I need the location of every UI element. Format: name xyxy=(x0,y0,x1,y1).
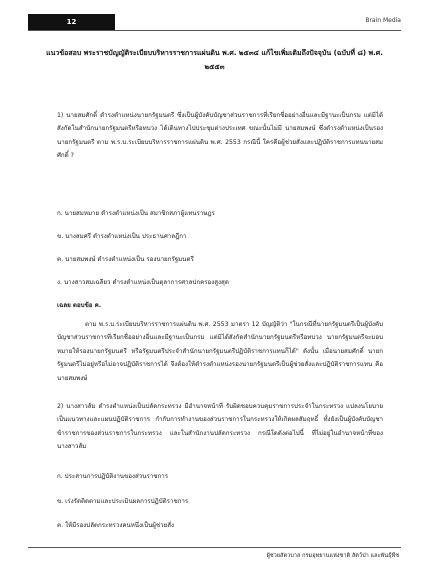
question-2-text: 2) นางสาวส้ม ดำรงตำแหน่งเป็นปลัดกระทรวง มีอำนาจหน้าที่ รับผิดชอบควบคุมราชการประจำในกระทรวง แปลงนโยบายเป็นแนวทางและแผนปฏิบัติราชการ กำกับการทำงานของส่วนราชการในกระทรวงให้เกิดผลสัมฤทธิ์ ทั้งยังเป็นผู้บังคับบัญชาข้าราชการของส่วนราชการในกระทรวง และในสำนักงานปลัดกระทรวง กรณีใดดังต่อไปนี้ ที่ไม่อยู่ในอำนาจหน้าที่ของนางสาวส้ม xyxy=(57,403,383,451)
page-number: 12 xyxy=(28,14,115,30)
page-header xyxy=(28,14,401,30)
question-1-answer: เฉลย ตอบข้อ ค. xyxy=(57,302,102,309)
question-1-option-d: ง. นางสาวสมเฉลียว ดำรงตำแหน่งเป็นตุลาการศาลปกครองสูงสุด xyxy=(57,279,229,286)
question-1-text: 1) นายสมศักดิ์ ดำรงตำแหน่งนายกรัฐมนตรี ซึ่งเป็นผู้บังคับบัญชาส่วนราชการที่เรียกชื่ออย่างอื่นและมีฐานะเป็นกรม แต่มิได้สังกัดในสำนักนายกรัฐมนตรีหรือทบวง ได้เดินทางไปประชุมต่างประเทศ ขณะนั้นไม่มี นายสมพงษ์ ซึ่งดำรงตำแหน่งเป็นรองนายกรัฐมนตรี ตาม พ.ร.บ.ระเบียบบริหารราชการแผ่นดิน พ.ศ. 2553 กรณีนี้ ใครคือผู้ช่วยสั่งและปฏิบัติราชการแทนนายสมศักดิ์ ? xyxy=(57,112,383,160)
question-2-option-c: ค. ให้มีรองปลัดกระทรวงคนหนึ่งเป็นผู้ช่วยสั่ง xyxy=(57,522,175,529)
question-1-option-c: ค. นายสมพงษ์ ดำรงตำแหน่งเป็น รองนายกรัฐมนตรี xyxy=(57,256,194,263)
question-2-option-a: ก. ประสานการปฏิบัติงานของส่วนราชการ xyxy=(57,473,169,480)
question-1-explanation: ตาม พ.ร.บ.ระเบียบบริหารราชการแผ่นดิน พ.ศ. 2553 มาตรา 12 บัญญัติว่า "ในกรณีที่นายกรัฐมนตรีเป็นผู้บังคับบัญชาส่วนราชการที่เรียกชื่ออย่างอื่นและมีฐานะเป็นกรม แต่มิได้สังกัดสำนักนายกรัฐมนตรีหรือทบวง นายกรัฐมนตรีจะมอบหมายให้รองนายกรัฐมนตรี หรือรัฐมนตรีประจำสำนักนายกรัฐมนตรีปฏิบัติราชการแทนก็ได้" ดังนั้น เมื่อนายสมศักดิ์ นายกรัฐมนตรีไม่อยู่หรือไม่อาจปฏิบัติราชการได้ จึงต้องให้ดำรงตำแหน่งรองนายกรัฐมนตรีเป็นผู้ช่วยสั่งและปฏิบัติราชการแทน คือนายสมพงษ์ xyxy=(57,321,383,382)
footer-divider xyxy=(28,547,401,548)
page-footer: ผู้ช่วยสัตวบาล กรมอุทยานแห่งชาติ สัตว์ป่า และพันธุ์พืช xyxy=(266,553,399,559)
question-2-option-b: ข. เร่งรัดติดตามและประเมินผลการปฏิบัติราชการ xyxy=(57,498,189,505)
document-title: แนวข้อสอบ พระราชบัญญัติระเบียบบริหารราชการแผ่นดิน พ.ศ. ๒๕๓๔ แก้ไขเพิ่มเติมถึงปัจจุบัน (ฉบับที่ ๘) พ.ศ. ๒๕๕๓ xyxy=(46,49,383,71)
header-divider xyxy=(28,30,401,31)
question-1-option-a: ก. นายสมหมาย ดำรงตำแหน่งเป็น สมาชิกสภาผู้แทนราษฎร xyxy=(57,210,215,217)
brand-name: Brain Media xyxy=(365,17,401,24)
question-1-option-b: ข. นางสมศรี ดำรงตำแหน่งเป็น ประธานศาลฎีกา xyxy=(57,233,187,240)
